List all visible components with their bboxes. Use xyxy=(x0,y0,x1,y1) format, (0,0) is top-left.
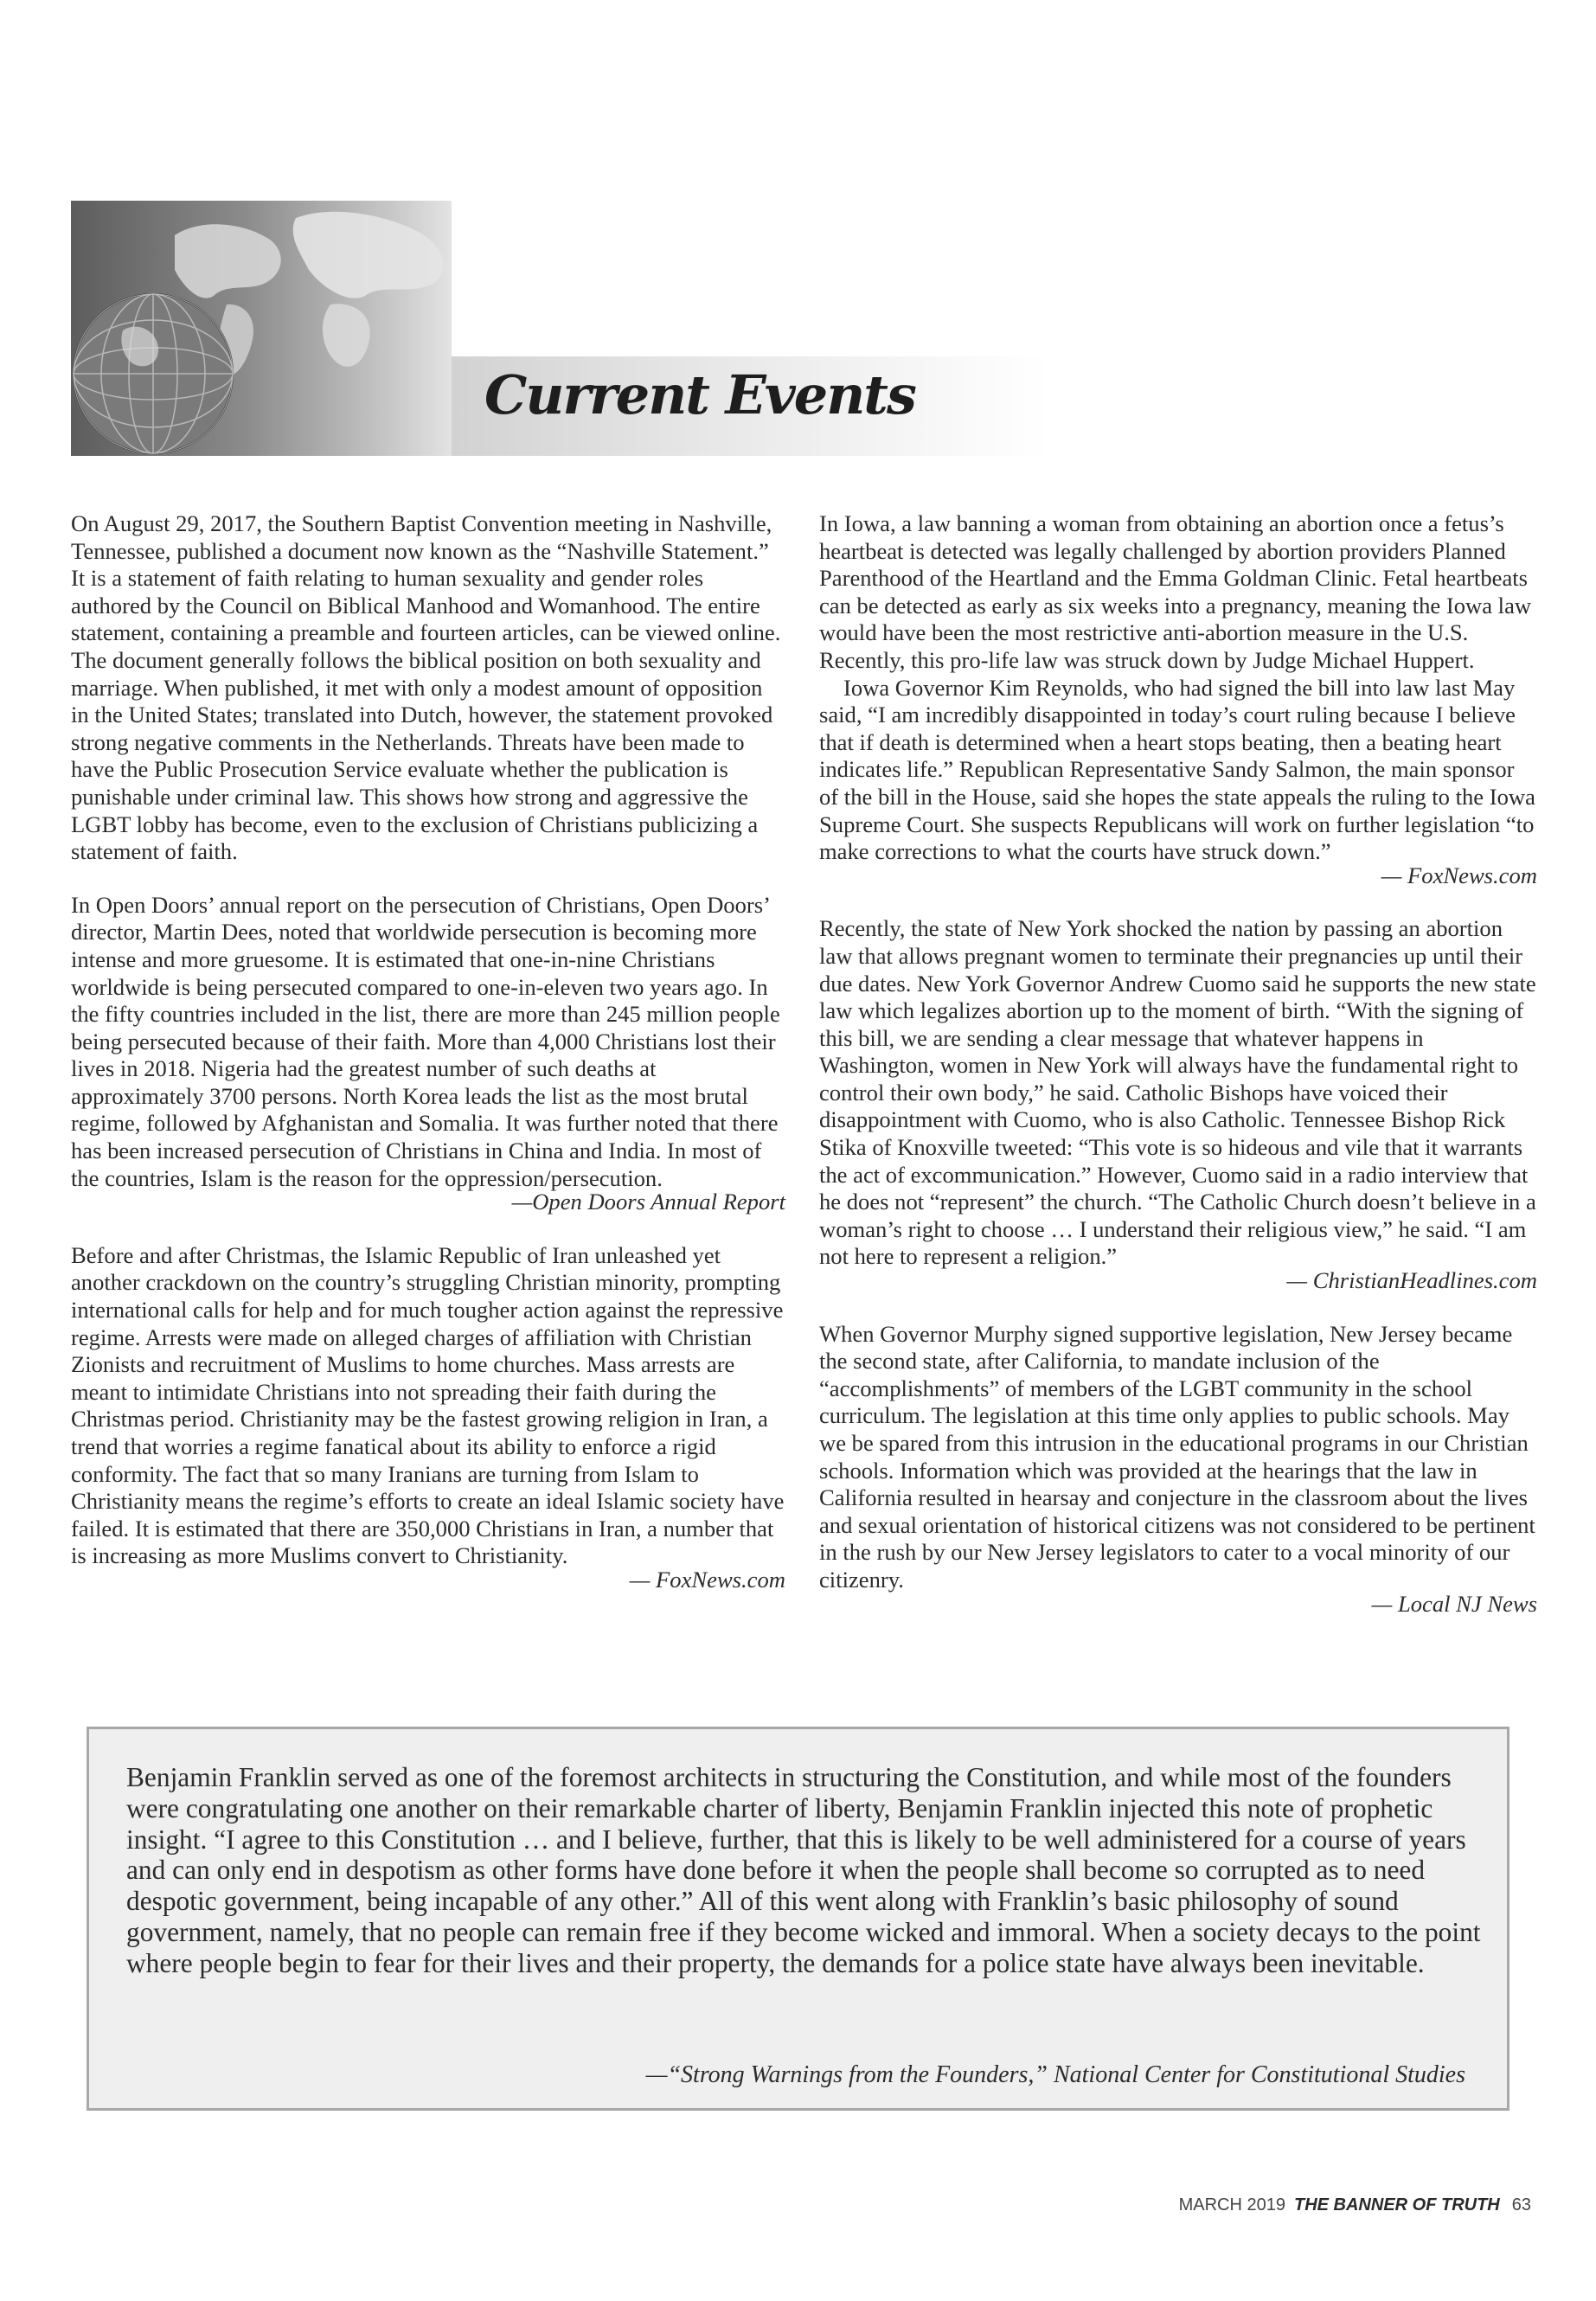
article-open-doors xyxy=(71,892,785,1216)
article-paragraph: On August 29, 2017, the Southern Baptist Convention meeting in Nashville, Tennessee, published a document now known as the “Nashville Statement.” It is a statement of faith relating to human sexuality and gender roles authored by the Council on Biblical Manhood and Womanhood. The entire statement, containing a preamble and fourteen articles, can be viewed online. The document generally follows the biblical position on both sexuality and marriage. When published, it met with only a modest amount of opposition in the United States; translated into Dutch, however, the statement provoked strong negative comments in the Netherlands. Threats have been made to have the Public Prosecution Service evaluate whether the publication is punishable under criminal law. This shows how strong and aggressive the LGBT lobby has become, even to the exclusion of Christians publicizing a statement of faith. xyxy=(71,510,781,865)
article-source: — FoxNews.com xyxy=(629,1566,785,1593)
quote-source: —“Strong Warnings from the Founders,” National Center for Constitutional Studies xyxy=(645,2061,1465,2088)
article-new-york-abortion-law xyxy=(819,915,1537,1294)
right-column xyxy=(819,510,1537,1644)
section-title: Current Events xyxy=(484,363,915,426)
article-source: — FoxNews.com xyxy=(1381,862,1537,888)
article-source: —Open Doors Annual Report xyxy=(511,1189,785,1215)
franklin-quote-box xyxy=(87,1727,1509,2111)
globe-map-image xyxy=(71,201,452,456)
article-paragraph: When Governor Murphy signed supportive legislation, New Jersey became the second state, after California, to mandate inclusion of the “accomplishments” of members of the LGBT community in the school curriculum. The legislation at this time only applies to public schools. May we be spared from this intrusion in the educational programs in our Christian schools. Information which was provided at the hearings that the law in California resulted in hearsay and conjecture in the classroom about the lives and sexual orientation of historical citizens was not considered to be pertinent in the rush by our New Jersey legislators to cater to a vocal minority of our citizenry. xyxy=(819,1320,1535,1593)
article-nashville-statement xyxy=(71,510,785,866)
article-paragraph: In Open Doors’ annual report on the persecution of Christians, Open Doors’ director, Martin Dees, noted that worldwide persecution is becoming more intense and more gruesome. It is estimated that one-in-nine Christians worldwide is being persecuted compared to one-in-eleven two years ago. In the fifty countries included in the list, there are more than 245 million people being persecuted because of their faith. More than 4,000 Christians lost their lives in 2018. Nigeria had the greatest number of such deaths at approximately 3700 persons. North Korea leads the list as the most brutal regime, followed by Afghanistan and Somalia. It was further noted that there has been increased persecution of Christians in China and India. In most of the countries, Islam is the reason for the oppression/persecution. xyxy=(71,891,780,1191)
left-column xyxy=(71,510,785,1620)
article-source: — Local NJ News xyxy=(1371,1590,1537,1617)
article-paragraph: Recently, the state of New York shocked the nation by passing an abortion law that allows pregnant women to terminate their pregnancies up until their due dates. New York Governor Andrew Cuomo said he supports the new state law which legalizes abortion up to the moment of birth. “With the signing of this bill, we are sending a clear message that whatever happens in Washington, women in New York will always have the fundamental right to control their own body,” he said. Catholic Bishops have voiced their disappointment with Cuomo, who is also Catholic. Tennessee Bishop Rick Stika of Knoxville tweeted: “This vote is so hideous and vile that it warrants the act of excommunication.” However, Cuomo said in a radio interview that he does not “represent” the church. “The Catholic Church doesn’t believe in a woman’s right to choose … I understand their religious view,” he said. “I am not here to represent a religion.” xyxy=(819,915,1536,1270)
quote-text: Benjamin Franklin served as one of the foremost architects in structuring the Constitution, and while most of the founders were congratulating one another on their remarkable charter of liberty, Benjamin Franklin injected this note of prophetic insight. “I agree to this Constitution … and I believe, further, that this is likely to be well administered for a course of years and can only end in despotism as other forms have done before it when the people shall become so corrupted as to need despotic government, being incapable of any other.” All of this went along with Franklin’s basic philosophy of sound government, namely, that no people can remain free if they become wicked and immoral. When a society decays to the point where people begin to fear for their lives and their property, the demands for a police state have always been inevitable. xyxy=(126,1762,1481,1978)
section-banner xyxy=(71,201,1048,456)
article-iran-crackdown xyxy=(71,1242,785,1594)
page-footer xyxy=(1179,2195,1531,2215)
article-iowa-heartbeat-law xyxy=(819,510,1537,889)
globe-icon xyxy=(71,201,452,456)
article-paragraph: Before and after Christmas, the Islamic Republic of Iran unleashed yet another crackdown on the country’s struggling Christian minority, prompting international calls for help and for much tougher action against the repressive regime. Arrests were made on alleged charges of affiliation with Christian Zionists and recruitment of Muslims to home churches. Mass arrests are meant to intimidate Christians into not spreading their faith during the Christmas period. Christianity may be the fastest growing religion in Iran, a trend that worries a regime fanatical about its ability to enforce a rigid conformity. The fact that so many Iranians are turning from Islam to Christianity means the regime’s efforts to create an ideal Islamic society have failed. It is estimated that there are 350,000 Christians in Iran, a number that is increasing as more Muslims convert to Christianity. xyxy=(71,1241,785,1569)
publication-name: THE BANNER OF TRUTH xyxy=(1293,2195,1500,2214)
issue-date: MARCH 2019 xyxy=(1178,2195,1285,2214)
article-paragraph: In Iowa, a law banning a woman from obtaining an abortion once a fetus’s heartbeat is detected was legally challenged by abortion providers Planned Parenthood of the Heartland and the Emma Goldman Clinic. Fetal heartbeats can be detected as early as six weeks into a pregnancy, meaning the Iowa law would have been the most restrictive anti-abortion measure in the U.S. Recently, this pro-life law was struck down by Judge Michael Huppert. xyxy=(819,510,1532,673)
page-number: 63 xyxy=(1511,2195,1531,2214)
article-new-jersey-curriculum xyxy=(819,1321,1537,1618)
article-paragraph: Iowa Governor Kim Reynolds, who had signed the bill into law last May said, “I am incredibly disappointed in today’s court ruling because I believe that if death is determined when a heart stops beating, then a beating heart indicates life.” Republican Representative Sandy Salmon, the main sponsor of the bill in the House, said she hopes the state appeals the ruling to the Iowa Supreme Court. She suspects Republicans will work on further legislation “to make corrections to what the courts have struck down.” xyxy=(819,674,1535,865)
article-source: — ChristianHeadlines.com xyxy=(1286,1267,1537,1294)
